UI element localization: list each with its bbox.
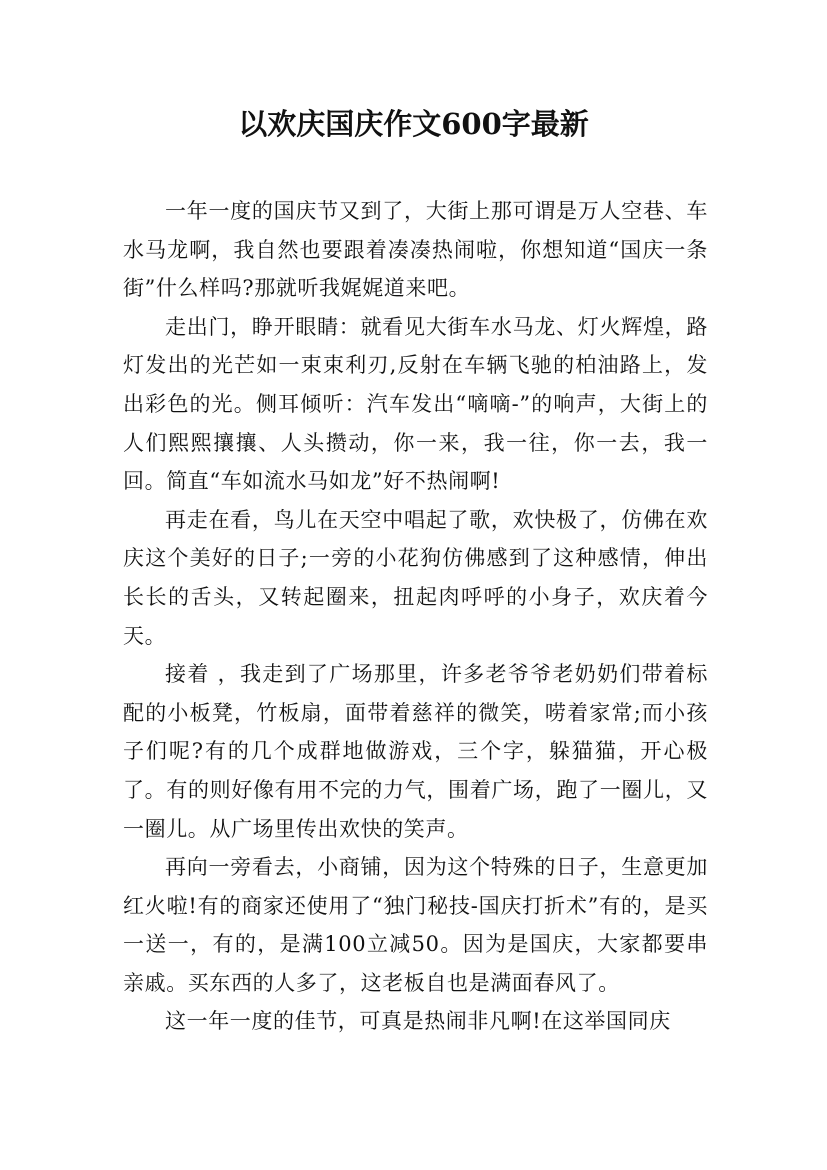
paragraph-1: 一年一度的国庆节又到了，大街上那可谓是万人空巷、车水马龙啊，我自然也要跟着凑凑热闹啦，你想知道“国庆一条街”什么样吗?那就听我娓娓道来吧。: [123, 199, 708, 301]
paragraph-6: 这一年一度的佳节，可真是热闹非凡啊!在这举国同庆: [165, 1009, 671, 1034]
paragraph-3: 再走在看，鸟儿在天空中唱起了歌，欢快极了，仿佛在欢庆这个美好的日子;一旁的小花狗仿佛感到了这种感情，伸出长长的舌头，又转起圈来，扭起肉呼呼的小身子，欢庆着今天。: [123, 507, 708, 648]
paragraph-4: 接着 ，我走到了广场那里，许多老爷爷老奶奶们带着标配的小板凳，竹板扇，面带着慈祥的微笑，唠着家常;而小孩子们呢?有的几个成群地做游戏，三个字，躲猫猫，开心极了。有的则好像有用不完的力气，围着广场，跑了一圈儿，又一圈儿。从广场里传出欢快的笑声。: [123, 662, 708, 841]
paragraph-5: 再向一旁看去，小商铺，因为这个特殊的日子，生意更加红火啦!有的商家还使用了“独门秘技-国庆打折术”有的，是买一送一，有的，是满100立减50。因为是国庆，大家都要串亲戚。买东西的人多了，这老板自也是满面春风了。: [123, 855, 708, 995]
paragraph-2: 走出门，睁开眼睛：就看见大街车水马龙、灯火辉煌，路灯发出的光芒如一束束利刃,反射在车辆飞驰的柏油路上，发出彩色的光。侧耳倾听：汽车发出“嘀嘀-”的响声，大街上的人们熙熙攘攘、人头攒动，你一来，我一往，你一去，我一回。简直“车如流水马如龙”好不热闹啊!: [123, 314, 708, 494]
document-title: 以欢庆国庆作文600字最新: [238, 107, 589, 141]
document-body: [123, 192, 708, 1041]
